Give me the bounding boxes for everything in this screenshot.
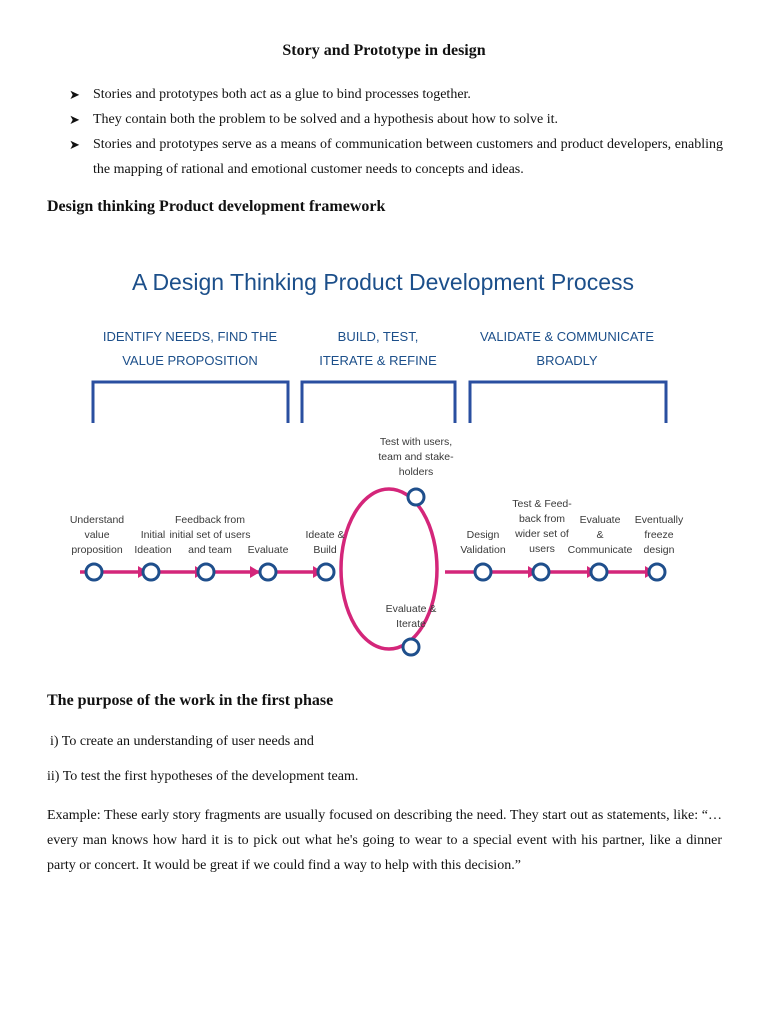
phase-label: BROADLY (536, 353, 598, 368)
step-node (318, 564, 334, 580)
step-label: Evaluate (247, 544, 289, 556)
diagram-title: A Design Thinking Product Development Process (131, 269, 635, 295)
step-label: proposition (71, 544, 123, 556)
step-label: Ideation (134, 544, 172, 556)
step-label: Understand (69, 514, 125, 526)
bullet-list (69, 82, 723, 182)
purpose-item: i) To create an understanding of user needs and (50, 734, 314, 749)
process-diagram (60, 255, 690, 665)
step-label: Validation (460, 544, 506, 556)
step-node (475, 564, 491, 580)
framework-heading: Design thinking Product development framework (47, 198, 386, 215)
step-node (260, 564, 276, 580)
purpose-item: ii) To test the first hypotheses of the development team. (47, 769, 359, 784)
phase-labels (103, 329, 655, 368)
step-label: and team (188, 544, 232, 556)
step-label: design (643, 544, 675, 556)
bullet-item (69, 107, 723, 132)
phase-bracket (93, 382, 288, 423)
step-label: team and stake- (378, 451, 454, 463)
process-connectors (80, 489, 665, 649)
step-label: Initial (140, 529, 166, 541)
phase-bracket (302, 382, 455, 423)
step-label: Design (466, 529, 500, 541)
phase-bracket (470, 382, 666, 423)
step-node (86, 564, 102, 580)
phase-label: ITERATE & REFINE (319, 353, 437, 368)
step-label: users (529, 543, 555, 555)
step-labels (70, 436, 684, 630)
step-label: Eventually (634, 514, 684, 526)
bullet-text: Stories and prototypes serve as a means of communication between customers and product developers, enabling the mapping of rational and emotional customer needs to concepts and ideas. (93, 137, 723, 177)
step-node (143, 564, 159, 580)
step-node (591, 564, 607, 580)
arrow-bullet-icon: ➤ (69, 87, 80, 102)
page-title: Story and Prototype in design (282, 42, 486, 59)
step-node (403, 639, 419, 655)
step-node (649, 564, 665, 580)
phase-brackets (93, 382, 666, 423)
step-node (533, 564, 549, 580)
phase-label: VALUE PROPOSITION (122, 353, 258, 368)
step-label: initial set of users (169, 529, 251, 541)
arrow-bullet-icon: ➤ (69, 137, 80, 152)
step-label: wider set of (515, 528, 569, 540)
step-label: & (596, 529, 604, 541)
phase-label: IDENTIFY NEEDS, FIND THE (102, 329, 278, 344)
step-label: value (84, 529, 110, 541)
example-paragraph: Example: These early story fragments are usually focused on describing the need. They start out as statements, like: “… every man knows how hard it is to pick out what he's going to wear to a special event with his partner, like a dinner party or concert. It would be great if we could find a way to help with this decision.” (47, 808, 722, 873)
purpose-heading: The purpose of the work in the first phase (47, 692, 334, 709)
step-label: freeze (644, 529, 674, 541)
step-node (198, 564, 214, 580)
bullet-text: They contain both the problem to be solved and a hypothesis about how to solve it. (93, 112, 559, 127)
step-label: Build (313, 544, 337, 556)
step-label: Ideate & (305, 529, 345, 541)
step-label: Evaluate (579, 514, 621, 526)
step-label: Communicate (567, 544, 633, 556)
step-label: Iterate (396, 618, 426, 630)
step-label: Feedback from (174, 514, 246, 526)
phase-label: VALIDATE & COMMUNICATE (479, 329, 655, 344)
bullet-text: Stories and prototypes both act as a glue to bind processes together. (93, 87, 471, 102)
bullet-item (69, 132, 723, 182)
step-label: holders (398, 466, 434, 478)
step-label: Test & Feed- (512, 498, 572, 510)
bullet-item (69, 82, 723, 107)
step-node (408, 489, 424, 505)
step-label: Evaluate & (385, 603, 437, 615)
arrow-bullet-icon: ➤ (69, 112, 80, 127)
step-label: Test with users, (379, 436, 453, 448)
step-label: back from (518, 513, 566, 525)
phase-label: BUILD, TEST, (337, 329, 419, 344)
